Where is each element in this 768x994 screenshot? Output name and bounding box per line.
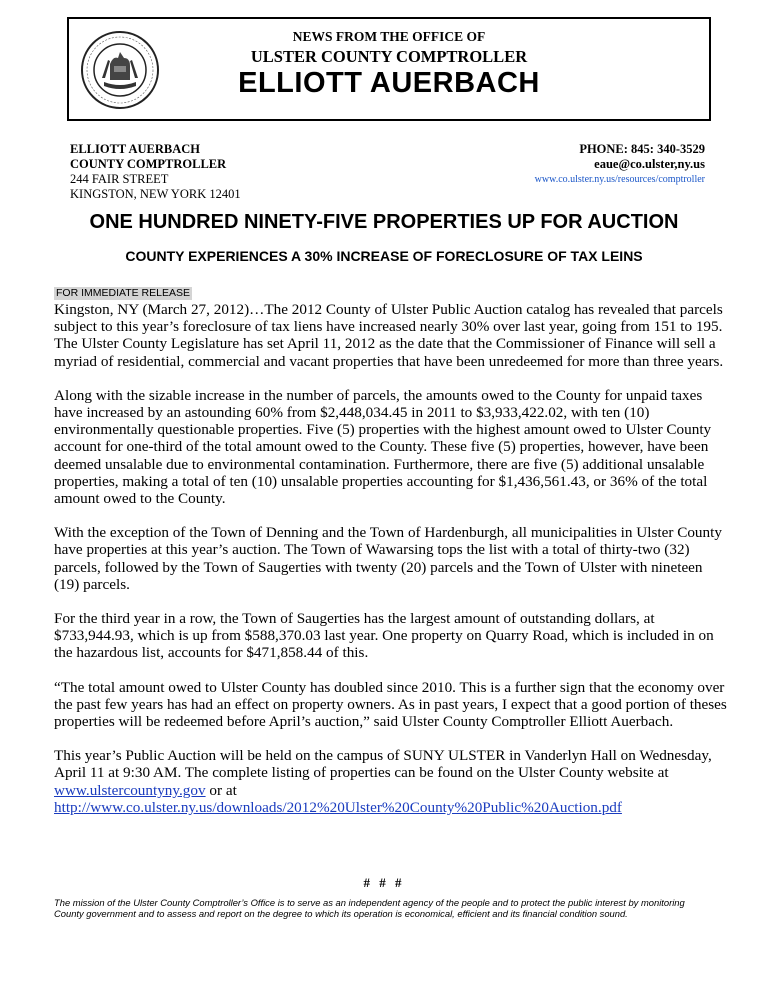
body-paragraph-auction-details: [54, 747, 728, 816]
auction-pdf-link[interactable]: http://www.co.ulster.ny.us/downloads/2012%20Ulster%20County%20Public%20Auction.pdf: [54, 798, 622, 816]
body-paragraph: With the exception of the Town of Denning and the Town of Hardenburgh, all municipalities in Ulster County have properties at this year’s auction. The Town of Wawarsing tops the list with a total of thirty-two (32) parcels, followed by the Town of Saugerties with twenty (20) parcels and the Town of Ulster with nineteen (19) parcels.: [54, 524, 722, 593]
auction-details-text: This year’s Public Auction will be held on the campus of SUNY ULSTER in Vanderlyn Hall on Wednesday, April 11 at 9:30 AM. The complete listing of properties can be found on the Ulster County website at: [54, 747, 712, 782]
contact-email: eaue@co.ulster,ny.us: [594, 157, 705, 171]
contact-street: 244 FAIR STREET: [70, 172, 169, 186]
comptroller-name-banner: ELLIOTT AUERBACH: [238, 67, 540, 99]
contact-title: COUNTY COMPTROLLER: [70, 157, 227, 171]
contact-city: KINGSTON, NEW YORK 12401: [70, 187, 241, 201]
mission-statement: The mission of the Ulster County Comptroller’s Office is to serve as an independent agency of the people and to protect the public interest by monitoring County government and to assess and report on the degree to which its operation is economical, efficient and its financial condition sound.: [54, 897, 685, 920]
body-paragraph: Along with the sizable increase in the number of parcels, the amounts owed to the County for unpaid taxes have increased by an astounding 60% from $2,448,034.45 in 2011 to $3,933,422.02, with ten (10) environmentally questionable properties. Five (5) properties with the highest amount owed to Ulster County account for one-third of the total amount owed to the County. These five (5) properties, however, have been deemed unsalable due to environmental contamination. Furthermore, there are five (5) additional unsalable properties, making a total of ten (10) unsalable properties accounting for $1,436,561.43, or 36% of the total amount owed to the County.: [54, 386, 712, 508]
release-tag: FOR IMMEDIATE RELEASE: [56, 287, 190, 299]
contact-phone: PHONE: 845: 340-3529: [579, 142, 705, 156]
contact-address-block: [70, 142, 241, 202]
press-subheadline: COUNTY EXPERIENCES A 30% INCREASE OF FORECLOSURE OF TAX LEINS: [125, 248, 643, 264]
body-paragraph: For the third year in a row, the Town of Saugerties has the largest amount of outstanding dollars, at $733,944.93, which is up from $588,370.03 last year. One property on Quarry Road, which is included in on the hazardous list, accounts for $471,858.44 of this.: [54, 610, 714, 662]
contact-info-block: [535, 142, 705, 187]
contact-website-link[interactable]: www.co.ulster.ny.us/resources/comptroller: [534, 174, 705, 185]
news-from-line: NEWS FROM THE OFFICE OF: [292, 29, 486, 44]
body-paragraph: Kingston, NY (March 27, 2012)…The 2012 County of Ulster Public Auction catalog has revealed that parcels subject to this year’s foreclosure of tax liens have increased nearly 30% over last year, going from 151 to 195. The Ulster County Legislature has set April 11, 2012 as the date that the Commissioner of Finance will sell a myriad of residential, commercial and vacant properties that have been unredeemed for more than three years.: [54, 301, 724, 370]
contact-name: ELLIOTT AUERBACH: [70, 142, 201, 156]
or-text: or at: [205, 781, 237, 799]
body-paragraph: “The total amount owed to Ulster County has doubled since 2010. This is a further sign that the economy over the past few years has had an effect on property owners. As in past years, I expect that a good portion of theses properties will be redeemed before April’s auction,” said Ulster County Comptroller Elliott Auerbach.: [54, 678, 727, 731]
press-headline: ONE HUNDRED NINETY-FIVE PROPERTIES UP FOR AUCTION: [89, 211, 679, 233]
office-name: ULSTER COUNTY COMPTROLLER: [250, 47, 528, 66]
end-mark: # # #: [363, 875, 405, 890]
ulster-county-website-link[interactable]: www.ulstercountyny.gov: [54, 781, 206, 799]
letterhead-box: [67, 17, 711, 121]
press-body: [54, 301, 728, 833]
